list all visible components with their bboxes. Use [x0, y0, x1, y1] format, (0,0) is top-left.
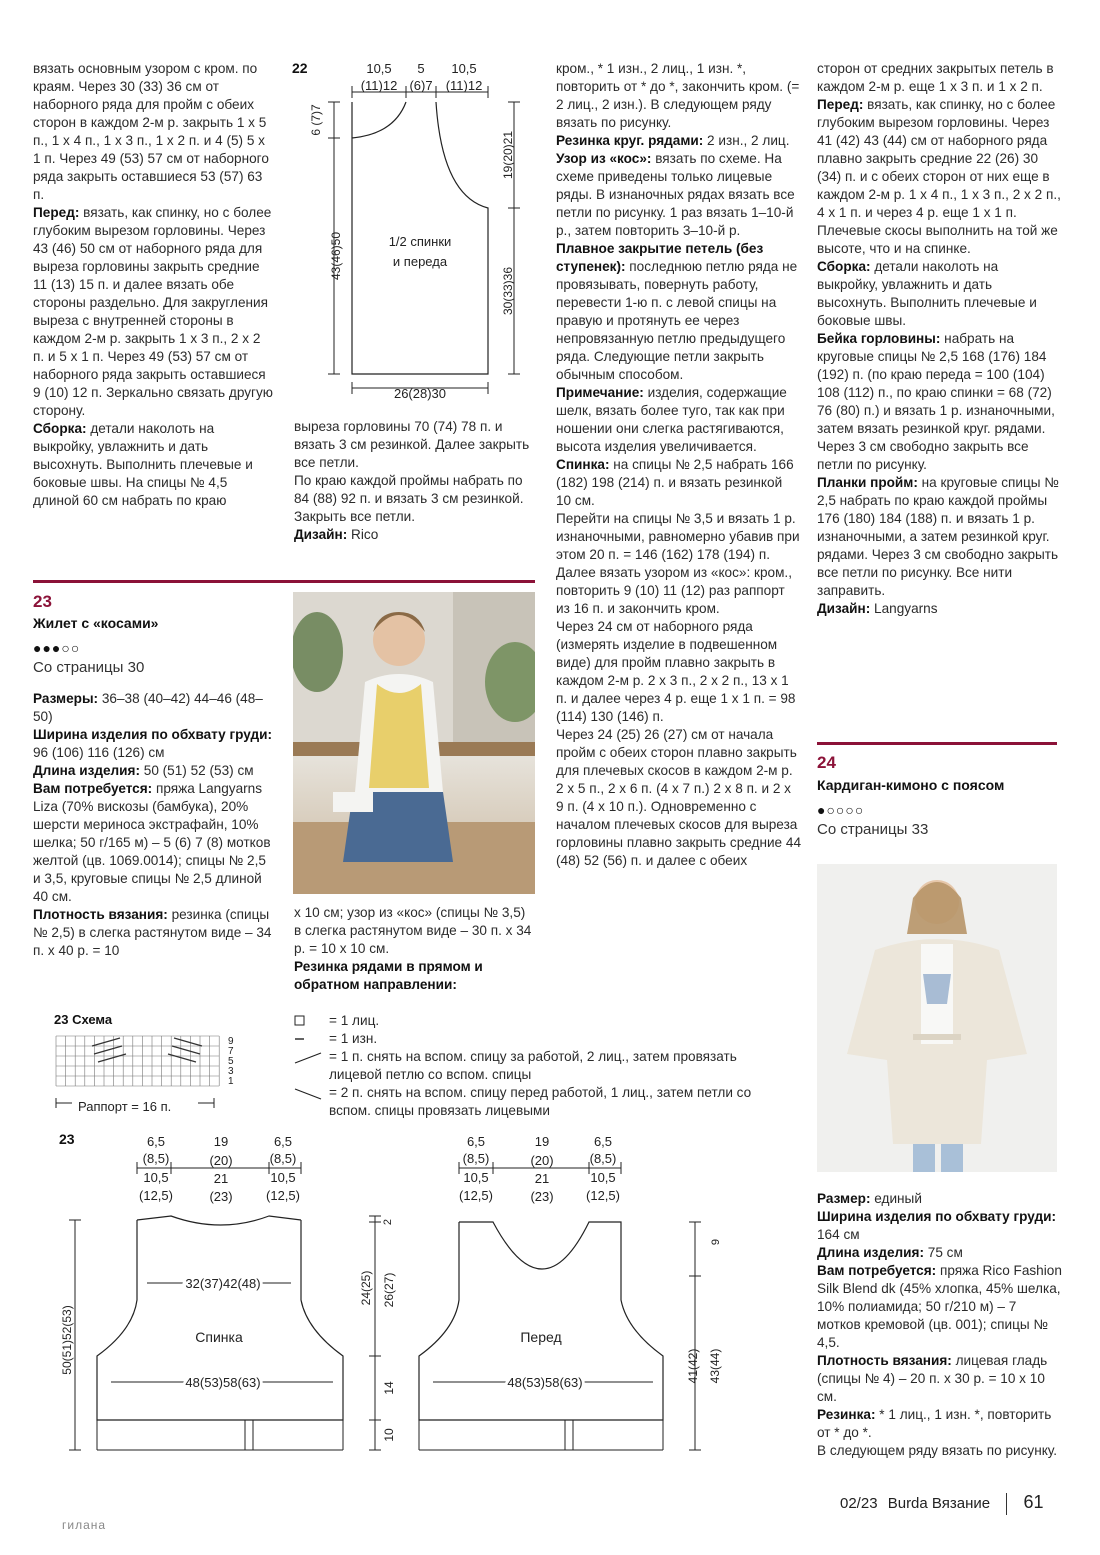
dim-label: 10,5 — [270, 1170, 296, 1185]
label: Вам потребуется: — [33, 781, 153, 796]
paragraph — [33, 726, 273, 762]
dim-label: 50(51)52(53) — [60, 1305, 74, 1375]
text: вязать, как спинку, но с более глубоким вырезом горловины. Через 41 (42) 43 (44) см от наборного ряда плавно закрыть средние 22 (26) 30 (34) п. и с обеих сторон от них еще в каждом 2-м р. 1 х 4 п., 1 х 3 п., 2 х 2 п., 4 х 1 п. и через 4 р. еще 1 х 1 п. Плечевые скосы выполнить на той же высоте, что и на спинке. — [817, 97, 1061, 256]
paragraph: вязать основным узором с кром. по краям. Через 30 (33) 36 см от наборного ряда для пройм с обеих сторон в каждом 2-м р. закрыть 1 х 5 п., 1 х 4 п., 1 х 3 п., 1 х 2 п. и 4 (5) 5 х 1 п. Через 49 (53) 57 см от наборного ряда закрыть оставшиеся 53 (57) 63 п. — [33, 61, 269, 202]
paragraph — [556, 150, 801, 240]
paragraph: В следующем ряду вязать по рисунку. — [817, 1443, 1058, 1458]
row-number: 7 — [228, 1046, 234, 1057]
dim-label: (12,5) — [139, 1188, 173, 1203]
text: лицевая гладь (спицы № 4) – 20 п. х 30 р. = 10 х 10 см. — [817, 1353, 1048, 1404]
dim-label: (6)7 — [409, 78, 433, 93]
paragraph — [817, 1190, 1062, 1208]
paragraph — [817, 1352, 1062, 1406]
legend-row — [293, 1048, 793, 1084]
paragraph — [817, 1406, 1062, 1442]
text: Langyarns — [870, 601, 938, 616]
label: Ширина изделия по обхвату груди: — [817, 1209, 1057, 1224]
dim-label: 24(25) — [359, 1270, 373, 1306]
cardigan-photo — [817, 864, 1057, 1172]
section-number: 23 — [33, 592, 52, 611]
paragraph — [817, 258, 1062, 330]
label: Резинка рядами в прямом и обратном направлении: — [294, 959, 483, 992]
dim-label: 10,5 — [143, 1170, 169, 1185]
vest-photo — [293, 592, 535, 894]
dim-label: (12,5) — [459, 1188, 493, 1203]
dim-label: 19 — [213, 1134, 229, 1149]
label: Сборка: — [817, 259, 871, 274]
label: Планки пройм: — [817, 475, 918, 490]
paragraph — [556, 456, 801, 510]
label: Резинка: — [817, 1407, 876, 1422]
label: Плавное закрытие петель (без ступенек): — [556, 241, 764, 274]
label: Плотность вязания: — [33, 907, 168, 922]
text: * 1 лиц., 1 изн. *, повторить от * до *. — [817, 1407, 1052, 1440]
piece-label: Спинка — [195, 1329, 243, 1345]
text: резинка (спицы № 2,5) в слегка растянутом виде – 34 п. х 40 р. = 10 — [33, 907, 272, 958]
sec24-specs — [817, 1190, 1062, 1460]
section-number: 24 — [817, 753, 836, 772]
dim-label: (12,5) — [266, 1188, 300, 1203]
paragraph — [556, 132, 801, 150]
section-rule — [817, 742, 1057, 745]
footer-divider — [1006, 1493, 1007, 1515]
dim-label: 48(53)58(63) — [507, 1375, 583, 1390]
label: Перед: — [33, 205, 80, 220]
dim-label: 41(42) — [686, 1348, 700, 1384]
text: 50 (51) 52 (53) см — [139, 763, 254, 778]
paragraph — [817, 474, 1062, 600]
dim-label: 48(53)58(63) — [185, 1375, 261, 1390]
label: Дизайн: — [817, 601, 871, 616]
dim-label: 6 (7)7 — [309, 104, 323, 136]
dim-label: 10,5 — [590, 1170, 616, 1185]
section-title: Кардиган-кимоно с поясом — [817, 777, 1005, 793]
paragraph — [556, 240, 801, 384]
paragraph — [33, 204, 273, 420]
dim-label: 43(46)50 — [329, 231, 343, 281]
difficulty-rating: ●○○○○ — [817, 802, 865, 818]
text: Rico — [347, 527, 379, 542]
sec23-specs — [33, 690, 273, 960]
dim-label: (8,5) — [462, 1151, 490, 1166]
text: 164 см — [817, 1227, 860, 1242]
dim-label: 6,5 — [593, 1134, 613, 1149]
issue-number: 02/23 — [840, 1495, 878, 1512]
legend-row — [293, 1084, 793, 1120]
cable-left-symbol-icon — [293, 1084, 323, 1102]
text: последнюю петлю ряда не провязывать, повернуть работу, перевести 1-ю п. с левой спицы на правую и протянуть ее через непровязанную петлю предыдущего ряда. Следующие петли закрыть обычным способом. — [556, 259, 798, 382]
paragraph — [817, 96, 1062, 258]
dim-label: 21 — [213, 1171, 229, 1186]
text: 2 изн., 2 лиц. — [703, 133, 790, 148]
from-page: Со страницы 33 — [817, 821, 929, 838]
dim-label: 9 — [710, 1238, 722, 1246]
row-number: 9 — [228, 1036, 234, 1047]
dim-label: 10,5 — [463, 1170, 489, 1185]
text: 96 (106) 116 (126) см — [33, 745, 165, 760]
text: детали наколоть на выкройку, увлажнить и дать высохнуть. Выполнить плечевые и боковые швы. На спицы № 4,5 длиной 60 см набрать по краю — [33, 421, 253, 508]
text: изделия, содержащие шелк, вязать более туго, так как при ношении они слегка растягиваются, высота изделия увеличивается. — [556, 385, 787, 454]
paragraph — [817, 330, 1062, 474]
label: Длина изделия: — [817, 1245, 924, 1260]
text: единый — [870, 1191, 922, 1206]
section-rule — [33, 580, 535, 583]
label: Дизайн: — [294, 527, 348, 542]
dim-label: 43(44) — [708, 1348, 722, 1384]
paragraph: Перейти на спицы № 3,5 и вязать 1 р. изнаночными, равномерно убавив при этом 20 п. = 146 (162) 178 (194) п. Далее вязать узором из «кос»: кром., повторить 9 (10) 11 (12) раз раппорт из 16 п. и закончить кром. — [556, 511, 800, 616]
page-footer — [840, 1492, 1043, 1515]
piece-label: и переда — [392, 254, 448, 269]
dim-label: 19(20)21 — [501, 130, 515, 180]
legend-text: = 1 изн. — [329, 1031, 378, 1046]
legend-text: = 1 лиц. — [329, 1013, 380, 1028]
dim-label: (8,5) — [142, 1151, 170, 1166]
label: Сборка: — [33, 421, 87, 436]
dim-label: (23) — [530, 1189, 554, 1204]
chart-legend — [293, 1012, 793, 1120]
paragraph — [33, 420, 273, 510]
label: Размер: — [817, 1191, 871, 1206]
dim-label: 14 — [382, 1381, 396, 1395]
dim-label: 10,5 — [366, 61, 392, 76]
dim-label: 2 — [382, 1218, 394, 1226]
paragraph: кром., * 1 изн., 2 лиц., 1 изн. *, повторить от * до *, закончить кром. (= 2 лиц., 2 изн.). В следующем ряду вязать по рисунку. — [556, 61, 800, 130]
col4-text — [817, 60, 1062, 618]
schema-23-chart — [48, 1010, 248, 1118]
paragraph — [294, 526, 534, 544]
dim-label: (20) — [530, 1153, 554, 1168]
col2b-text — [294, 904, 534, 994]
legend-row — [293, 1012, 793, 1030]
label: Ширина изделия по обхвату груди: — [33, 727, 273, 742]
vest-photo-illustration — [293, 592, 535, 894]
pattern-22-diagram — [290, 56, 550, 408]
knit-symbol-icon — [293, 1012, 323, 1030]
repeat-label: Раппорт = 16 п. — [78, 1099, 172, 1114]
page-number: 61 — [1023, 1492, 1044, 1512]
magazine-title: Burda Вязание — [887, 1495, 991, 1512]
text: 36–38 (40–42) 44–46 (48–50) — [33, 691, 263, 724]
dim-label: (8,5) — [269, 1151, 297, 1166]
dim-label: 10 — [382, 1428, 396, 1442]
paragraph — [817, 1262, 1062, 1352]
paragraph — [33, 780, 273, 906]
col3-text — [556, 60, 801, 870]
cable-marks — [92, 1038, 202, 1062]
label: Размеры: — [33, 691, 99, 706]
dim-label: (8,5) — [589, 1151, 617, 1166]
label: Перед: — [817, 97, 864, 112]
dim-label: 26(28)30 — [393, 386, 447, 401]
row-number: 5 — [228, 1056, 234, 1067]
paragraph: По краю каждой проймы набрать по 84 (88) 92 п. и вязать 3 см резинкой. Закрыть все петли. — [294, 473, 524, 524]
dim-label: (11)12 — [445, 78, 483, 93]
text: 75 см — [923, 1245, 963, 1260]
paragraph — [294, 958, 534, 994]
dim-label: (23) — [209, 1189, 233, 1204]
text: детали наколоть на выкройку, увлажнить и дать высохнуть. Выполнить плечевые и боковые швы. — [817, 259, 1037, 328]
pattern-number: 22 — [292, 60, 308, 76]
text: пряжа Rico Fashion Silk Blend dk (45% хлопка, 45% шелка, 10% полиамида; 50 г/210 м) – 7 мотков кремовой (цв. 001); спицы № 4,5. — [817, 1263, 1062, 1350]
row-number: 3 — [228, 1066, 234, 1077]
dim-label: 26(27) — [382, 1272, 396, 1308]
col1-text — [33, 60, 273, 510]
pattern-23-diagram — [55, 1130, 755, 1460]
label: Резинка круг. рядами: — [556, 133, 704, 148]
paragraph — [817, 1244, 1062, 1262]
label: Узор из «кос»: — [556, 151, 652, 166]
paragraph — [33, 906, 273, 960]
dim-label: (12,5) — [586, 1188, 620, 1203]
paragraph: выреза горловины 70 (74) 78 п. и вязать 3 см резинкой. Далее закрыть все петли. — [294, 419, 530, 470]
dim-label: 32(37)42(48) — [185, 1276, 261, 1291]
label: Примечание: — [556, 385, 644, 400]
text: на круговые спицы № 2,5 набрать по краю каждой проймы 176 (180) 184 (188) п. и вязать 1 р. изнаночными, а затем резинкой круг. рядами. Через 3 см свободно закрыть все петли по рисунку. Все нити заправить. — [817, 475, 1059, 598]
dim-label: 30(33)36 — [501, 266, 515, 316]
paragraph — [817, 600, 1062, 618]
row-number: 1 — [228, 1076, 234, 1087]
cable-right-symbol-icon — [293, 1048, 323, 1066]
dim-label: 6,5 — [466, 1134, 486, 1149]
from-page: Со страницы 30 — [33, 659, 145, 676]
purl-symbol-icon — [293, 1030, 323, 1048]
dim-label: 5 — [417, 61, 425, 76]
dim-label: 6,5 — [146, 1134, 166, 1149]
dim-label: 10,5 — [451, 61, 477, 76]
paragraph: Через 24 (25) 26 (27) см от начала пройм с обеих сторон плавно закрыть для плечевых скосов в каждом 2-м р. 2 х 5 п., 2 х 6 п. (4 х 7 п.) 2 х 8 п. и 2 х 9 п. (4 х 10 п.). Одновременно с началом плечевых скосов для выреза горловины плавно закрыть средние 44 (48) 52 (56) п. и далее с обеих — [556, 727, 802, 868]
legend-text: = 2 п. снять на вспом. спицу перед работой, 1 лиц., затем петли со вспом. спицы провязать лицевыми — [329, 1085, 752, 1118]
paragraph: х 10 см; узор из «кос» (спицы № 3,5) в слегка растянутом виде – 30 п. х 34 р. = 10 х 10 см. — [294, 905, 532, 956]
label: Длина изделия: — [33, 763, 140, 778]
dim-label: (11)12 — [360, 78, 398, 93]
schema-title: 23 Схема — [54, 1012, 113, 1027]
difficulty-rating: ●●●○○ — [33, 640, 81, 656]
paragraph: Через 24 см от наборного ряда (измерять изделие в подвешенном виде) для пройм плавно закрыть в каждом 2-м р. 2 х 3 п., 2 х 2 п., 13 х 1 п. и далее через 4 р. еще 1 х 1 п. = 98 (114) 130 (146) п. — [556, 619, 796, 724]
piece-label: Перед — [520, 1329, 562, 1345]
text: набрать на круговые спицы № 2,5 168 (176) 184 (192) п. (по краю переда = 100 (104) 108 (112) п., по краю спинки = 68 (72) 76 (80) п.) и вязать 1 р. изнаночными, затем вязать резинкой круг. рядами. Через 3 см свободно закрыть все петли по рисунку. — [817, 331, 1055, 472]
legend-row — [293, 1030, 793, 1048]
dim-label: 6,5 — [273, 1134, 293, 1149]
dim-label: (20) — [209, 1153, 233, 1168]
paragraph — [33, 762, 273, 780]
paragraph — [556, 384, 801, 456]
paragraph — [817, 1208, 1062, 1244]
pattern-number: 23 — [59, 1131, 75, 1147]
section-title: Жилет с «косами» — [33, 615, 159, 631]
text: вязать по схеме. На схеме приведены только лицевые ряды. В изнаночных рядах вязать все петли по рисунку. 1 раз вязать 1–10-й р., затем повторить 3–10-й р. — [556, 151, 795, 238]
col2-text — [294, 418, 534, 544]
cardigan-photo-illustration — [817, 864, 1057, 1172]
label: Бейка горловины: — [817, 331, 941, 346]
text: на спицы № 2,5 набрать 166 (182) 198 (214) п. и вязать резинкой 10 см. — [556, 457, 794, 508]
dim-label: 19 — [534, 1134, 550, 1149]
piece-label: 1/2 спинки — [388, 234, 452, 249]
dim-label: 21 — [534, 1171, 550, 1186]
paragraph — [33, 690, 273, 726]
text: вязать, как спинку, но с более глубоким вырезом горловины. Через 43 (46) 50 см от наборного ряда для выреза горловины закрыть средние 11 (13) 15 п. и далее вязать обе стороны раздельно. Для закругления выреза с внутренней стороны в каждом 2-м р. закрыть 1 х 3 п., 2 х 2 п. и 5 х 1 п. Через 49 (53) 57 см от наборного ряда закрыть оставшиеся 9 (10) 12 п. Зеркально связать другую сторону. — [33, 205, 273, 418]
paragraph: сторон от средних закрытых петель в каждом 2-м р. еще 1 х 3 п. и 1 х 2 п. — [817, 61, 1054, 94]
watermark: гилана — [62, 1518, 107, 1532]
text: пряжа Langyarns Liza (70% вискозы (бамбука), 20% шерсти мериноса экстрафайн, 10% шелка; 50 г/165 м) – 5 (6) 7 (8) мотков желтой (цв. 1069.0014); спицы № 2,5 и 3,5, круговые спицы № 2,5 длиной 40 см. — [33, 781, 271, 904]
legend-text: = 1 п. снять на вспом. спицу за работой, 2 лиц., затем провязать лицевой петлю со вспом. спицы — [329, 1049, 737, 1082]
label: Вам потребуется: — [817, 1263, 937, 1278]
label: Плотность вязания: — [817, 1353, 952, 1368]
label: Спинка: — [556, 457, 610, 472]
